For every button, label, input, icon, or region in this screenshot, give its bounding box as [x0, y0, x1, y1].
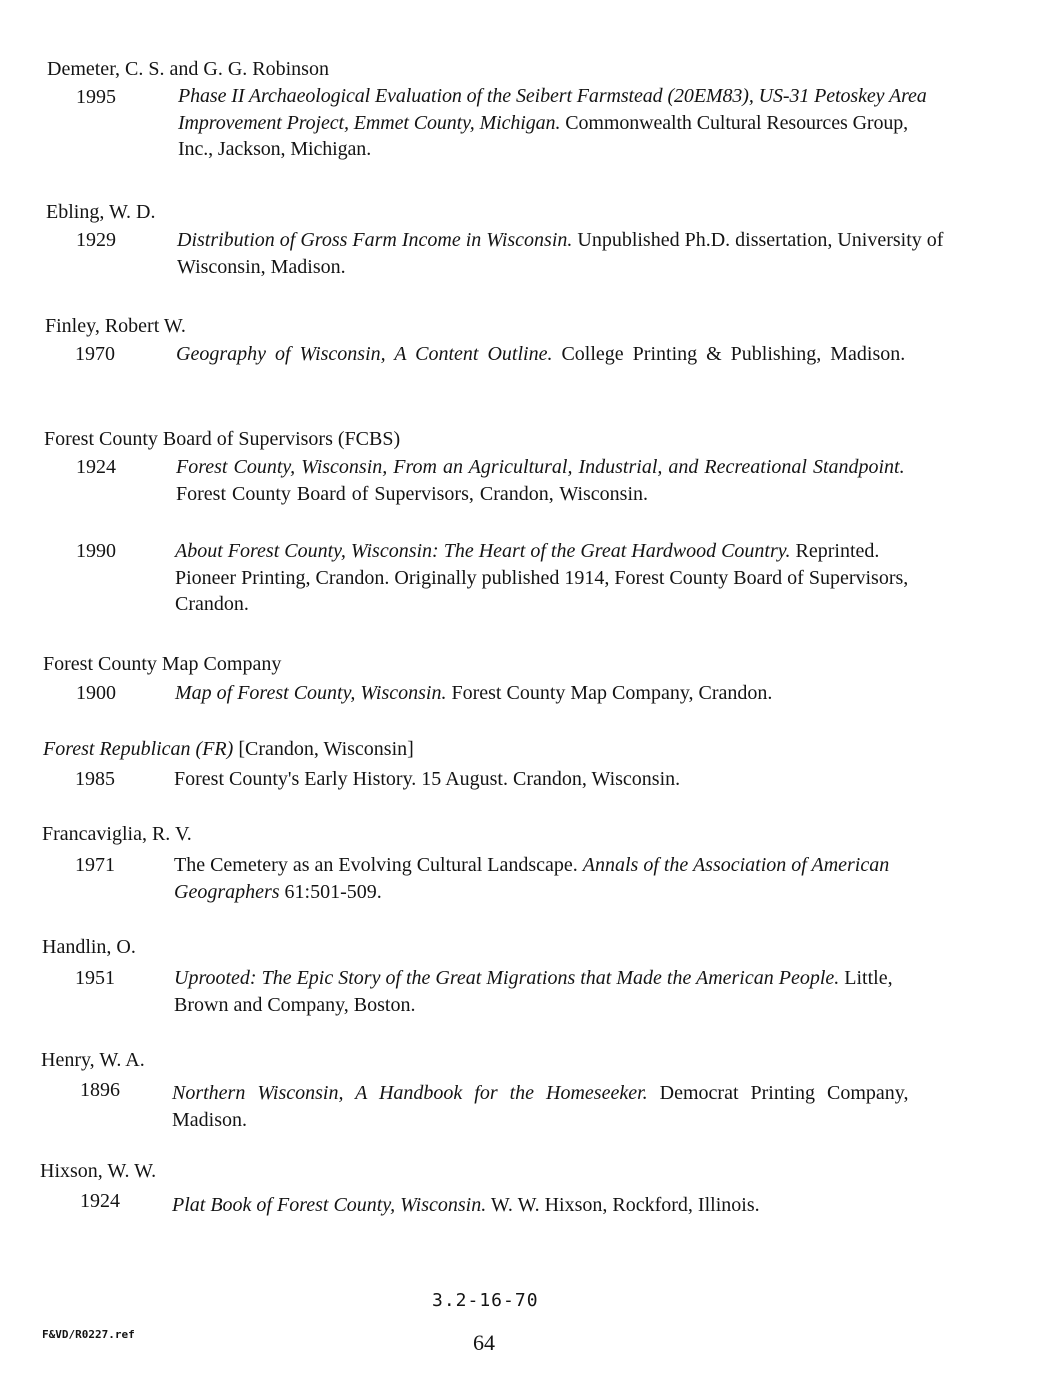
work-year: 1900	[76, 682, 116, 704]
document-code: 3.2-16-70	[432, 1290, 539, 1311]
work-citation	[176, 454, 944, 507]
work-title: Phase II Archaeological Evaluation of the Seibert Farmstead (20EM83), US-31 Petoskey Area Improvement Project, Emmet County, Michigan.	[178, 85, 927, 134]
work-citation	[178, 83, 946, 163]
entry-author: Francaviglia, R. V.	[42, 823, 192, 845]
work-year: 1951	[75, 967, 115, 989]
work-article: The Cemetery as an Evolving Cultural Landscape.	[174, 854, 583, 876]
work-citation	[175, 538, 943, 618]
work-title: Northern Wisconsin, A Handbook for the Homeseeker.	[172, 1082, 648, 1104]
work-year: 1896	[80, 1079, 120, 1101]
work-title: Plat Book of Forest County, Wisconsin.	[172, 1194, 487, 1216]
entry-author: Hixson, W. W.	[40, 1160, 157, 1182]
work-citation	[177, 227, 945, 280]
work-title: Geography of Wisconsin, A Content Outline.	[176, 343, 553, 365]
page-number: 64	[473, 1330, 495, 1355]
work-year: 1929	[76, 229, 116, 251]
work-citation	[172, 1080, 940, 1133]
work-publisher: Reprinted. Pioneer Printing, Crandon. Originally published 1914, Forest County Board of Supervisors, Crandon.	[175, 540, 909, 615]
entry-author: Forest County Board of Supervisors (FCBS)	[44, 428, 401, 450]
periodical-title: Forest Republican (FR)	[43, 738, 234, 760]
work-publisher: Unpublished Ph.D. dissertation, University of Wisconsin, Madison.	[177, 229, 944, 278]
work-title: Uprooted: The Epic Story of the Great Migrations that Made the American People.	[174, 967, 840, 989]
work-article: Forest County's Early History. 15 August. Crandon, Wisconsin.	[174, 768, 681, 790]
work-year: 1995	[76, 86, 116, 108]
work-publisher: Democrat Printing Company, Madison.	[172, 1082, 909, 1131]
work-publisher: Little, Brown and Company, Boston.	[174, 967, 893, 1016]
entry-author: Finley, Robert W.	[45, 315, 186, 337]
work-title: Forest County, Wisconsin, From an Agricultural, Industrial, and Recreational Standpoint.	[176, 456, 905, 478]
work-year: 1990	[76, 540, 116, 562]
work-citation	[175, 680, 943, 707]
work-citation	[174, 852, 942, 905]
periodical-place: [Crandon, Wisconsin]	[233, 738, 414, 760]
work-title: About Forest County, Wisconsin: The Heart of the Great Hardwood Country.	[175, 540, 791, 562]
entry-author: Ebling, W. D.	[46, 201, 156, 223]
work-year: 1924	[80, 1190, 120, 1212]
work-publisher: Forest County Map Company, Crandon.	[446, 682, 773, 704]
entry-author: Handlin, O.	[42, 936, 136, 958]
work-citation	[174, 766, 942, 793]
entry-author: Demeter, C. S. and G. G. Robinson	[47, 58, 329, 80]
work-title: Annals of the Association of American Geographers	[174, 854, 890, 903]
entry-author	[43, 736, 414, 762]
work-citation	[174, 965, 942, 1018]
work-publisher: Commonwealth Cultural Resources Group, Inc., Jackson, Michigan.	[178, 111, 909, 160]
work-publisher: College Printing & Publishing, Madison.	[552, 343, 906, 365]
work-year: 1970	[75, 343, 115, 365]
work-publisher: W. W. Hixson, Rockford, Illinois.	[486, 1194, 760, 1216]
work-title: Distribution of Gross Farm Income in Wisconsin.	[177, 229, 573, 251]
work-year: 1985	[75, 768, 115, 790]
work-title: Map of Forest County, Wisconsin.	[175, 682, 447, 704]
entry-author: Forest County Map Company	[43, 653, 282, 675]
work-publisher: 61:501-509.	[279, 880, 382, 903]
work-publisher: Forest County Board of Supervisors, Crandon, Wisconsin.	[176, 482, 649, 505]
work-year: 1971	[75, 854, 115, 876]
file-reference: F&VD/R0227.ref	[42, 1328, 135, 1341]
work-citation	[172, 1192, 940, 1219]
entry-author: Henry, W. A.	[41, 1049, 145, 1071]
work-citation	[176, 341, 944, 368]
work-year: 1924	[76, 456, 116, 478]
